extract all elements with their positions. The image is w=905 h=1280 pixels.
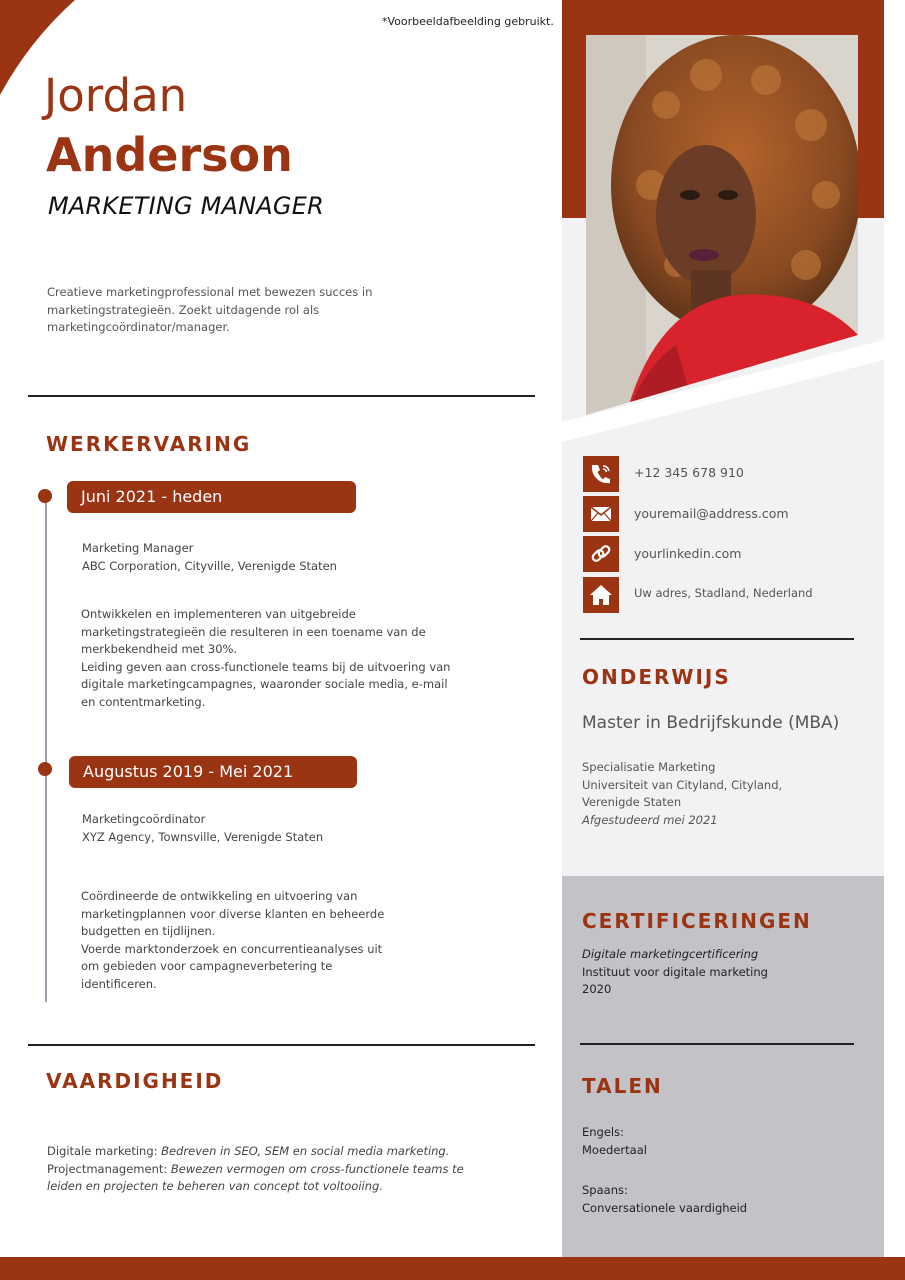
first-name: Jordan	[44, 69, 188, 122]
timeline-dot	[38, 762, 52, 776]
divider	[580, 638, 854, 640]
skill-item	[47, 1143, 487, 1161]
contact-email[interactable]: youremail@address.com	[634, 506, 789, 521]
education-graduated: Afgestudeerd mei 2021	[582, 812, 718, 827]
job-description-line: Ontwikkelen en implementeren van uitgebreide marketingstrategieën die resulteren in een toename van de merkbekendheid met 30%.	[81, 607, 426, 656]
contact-address-tile	[583, 577, 619, 613]
education-degree: Master in Bedrijfskunde (MBA)	[582, 713, 840, 733]
job-period-badge: Juni 2021 - heden	[67, 481, 356, 513]
job-description-line: Coördineerde de ontwikkeling en uitvoering van marketingplannen voor diverse klanten en beheerde budgetten en tijdlijnen.	[81, 889, 385, 938]
languages-heading: TALEN	[582, 1074, 663, 1098]
job-role-block	[82, 811, 323, 846]
divider	[580, 1043, 854, 1045]
skill-detail: Bedreven in SEO, SEM en social media marketing.	[161, 1144, 450, 1158]
skill-detail: Bewezen vermogen om cross-functionele teams te leiden en projecten te beheren van concept tot voltooiing.	[47, 1161, 464, 1193]
job-role-block	[82, 540, 337, 575]
skill-label: Digitale marketing:	[47, 1144, 162, 1158]
certification-year: 2020	[582, 982, 612, 996]
job-title: MARKETING MANAGER	[48, 192, 324, 220]
job-description-line: Voerde marktonderzoek en concurrentieanalyses uit om gebieden voor campagneverbetering te identificeren.	[81, 941, 383, 991]
certification-details	[582, 946, 768, 999]
divider	[28, 395, 535, 397]
skills-heading: VAARDIGHEID	[46, 1069, 224, 1093]
last-name: Anderson	[46, 128, 293, 182]
home-icon	[583, 577, 619, 613]
phone-icon	[583, 456, 619, 492]
bottom-bar	[0, 1257, 905, 1280]
education-school: Universiteit van Cityland, Cityland, Verenigde Staten	[582, 777, 783, 809]
language-level: Conversationele vaardigheid	[582, 1200, 748, 1215]
contact-phone-tile	[583, 456, 619, 492]
education-details	[582, 759, 832, 829]
link-icon	[583, 536, 619, 572]
job-role: Marketing Manager	[82, 541, 194, 555]
education-heading: ONDERWIJS	[582, 665, 731, 689]
job-description-line: Leiding geven aan cross-functionele teams bij de uitvoering van digitale marketingcampagnes, waaronder sociale media, e-mail en contentmarketing.	[81, 659, 451, 709]
job-description	[81, 606, 451, 711]
sample-image-note: *Voorbeeldafbeelding gebruikt.	[382, 15, 554, 28]
timeline-dot	[38, 489, 52, 503]
contact-address: Uw adres, Stadland, Nederland	[634, 586, 813, 600]
contact-email-tile	[583, 496, 619, 532]
job-role: Marketingcoördinator	[82, 812, 206, 826]
job-company: XYZ Agency, Townsville, Verenigde Staten	[82, 829, 324, 844]
profile-summary: Creatieve marketingprofessional met bewezen succes in marketingstrategieën. Zoekt uitdagende rol als marketingcoördinator/manager.	[47, 285, 373, 334]
skills-list	[47, 1143, 487, 1196]
skill-label: Projectmanagement:	[47, 1161, 171, 1176]
contact-linkedin-tile	[583, 536, 619, 572]
language-name: Spaans:	[582, 1183, 628, 1197]
divider	[28, 1044, 535, 1046]
education-specialization: Specialisatie Marketing	[582, 760, 716, 774]
skill-item	[47, 1161, 487, 1196]
certification-name: Digitale marketingcertificering	[582, 947, 759, 961]
mail-icon	[583, 496, 619, 532]
job-description	[81, 888, 401, 993]
contact-phone: +12 345 678 910	[634, 465, 744, 480]
language-name: Engels:	[582, 1125, 624, 1139]
contact-linkedin[interactable]: yourlinkedin.com	[634, 546, 742, 561]
certification-institute: Instituut voor digitale marketing	[582, 964, 768, 979]
job-company: ABC Corporation, Cityville, Verenigde Staten	[82, 558, 337, 573]
job-period-badge: Augustus 2019 - Mei 2021	[69, 756, 357, 788]
experience-heading: WERKERVARING	[46, 432, 252, 456]
photo-diagonal-ribbon	[562, 340, 884, 450]
language-level: Moedertaal	[582, 1142, 647, 1157]
language-item	[582, 1182, 747, 1217]
certifications-heading: CERTIFICERINGEN	[582, 909, 812, 933]
timeline-line	[45, 496, 47, 1002]
language-item	[582, 1124, 647, 1159]
